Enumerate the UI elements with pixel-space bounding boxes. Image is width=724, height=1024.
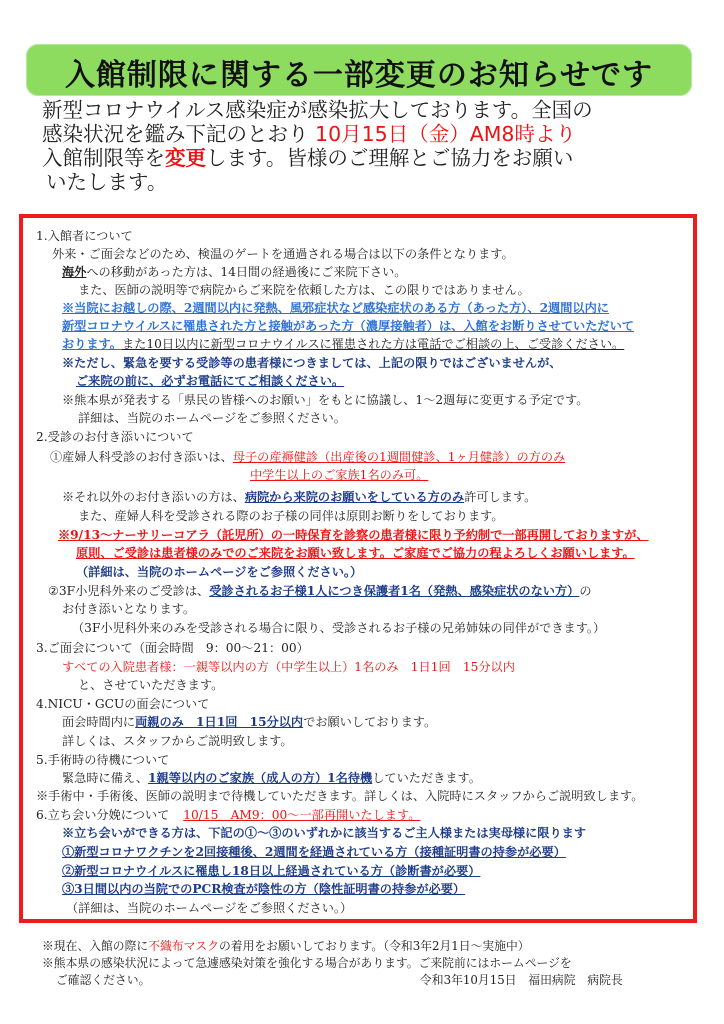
s2-line-3: ※それ以外のお付き添いの方は、病院から来院のお願いをしている方のみ許可します。 — [62, 490, 537, 504]
s1-line-9: ※熊本県が発表する「県民の皆様へのお願い」をもとに協議し、1〜2週毎に変更する予定です。 — [62, 393, 589, 407]
change-word: 変更 — [165, 146, 206, 170]
s1-line-7: ※ただし、緊急を要する受診等の患者様につきましては、上記の限りではございませんが、 — [62, 356, 562, 370]
s5-line-2: ※手術中・手術後、医師の説明まで待機していただきます。詳しくは、入院時にスタッフからご説明致します。 — [36, 789, 644, 803]
footer-signature: 令和3年10月15日 福田病院 病院長 — [420, 973, 623, 987]
s1-line-5: 新型コロナウイルスに罹患された方と接触があった方（濃厚接触者）は、入館をお断りさせていただいて — [62, 319, 634, 333]
section-2-heading: 2.受診のお付き添いについて — [36, 430, 194, 444]
s2-line-10: （3F小児科外来のみを受診される場合に限り、受診されるお子様の兄弟姉妹の同伴ができます。） — [72, 621, 606, 635]
s6-line-1: ※立ち会いができる方は、下記の①〜③のいずれかに該当するご主人様または実母様に限ります — [62, 826, 587, 840]
s3-line-2: と、させていただきます。 — [78, 678, 224, 692]
intro-line-3: 入館制限等を変更します。皆様のご理解とご協力をお願い — [42, 146, 574, 170]
s6-line-4: ③3日間以内の当院でのPCR検査が陰性の方（陰性証明書の持参が必要） — [62, 882, 466, 896]
footer-line-2: ※熊本県の感染状況によって急遽感染対策を強化する場合があります。ご来院前にはホームページを — [42, 956, 572, 970]
s2-line-4: また、産婦人科を受診される際のお子様の同伴は原則お断りをしております。 — [78, 509, 504, 523]
s1-line-4: ※当院にお越しの際、2週間以内に発熱、風邪症状など感染症状のある方（あった方）、2週間以内に — [62, 301, 609, 315]
s2-line-7: （詳細は、当院のホームページをご参照ください。） — [76, 565, 363, 579]
s1-line-8: ご来院の前に、必ずお電話にてご相談ください。 — [76, 374, 345, 388]
intro-line-2: 感染状況を鑑み下記のとおり 10月15日（金）AM8時より — [42, 122, 576, 146]
s6-line-2: ①新型コロナワクチンを2回接種後、2週間を経過されている方（接種証明書の持参が必要） — [62, 845, 566, 859]
effective-date: 10月15日（金）AM8時より — [315, 122, 576, 146]
intro-line-1: 新型コロナウイルス感染症が感染拡大しております。全国の — [42, 98, 593, 122]
s2-line-2: 中学生以上のご家族1名のみ可。 — [250, 468, 429, 482]
section-6-heading: 6.立ち会い分娩について 10/15 AM9：00〜一部再開いたします。 — [36, 808, 421, 822]
s1-line-3: また、医師の説明等で病院からご来院を依頼した方は、この限りではありません。 — [78, 283, 530, 297]
s2-line-1: ①産婦人科受診のお付き添いは、母子の産褥健診（出産後の1週間健診、1ヶ月健診）の方のみ — [50, 450, 566, 464]
footer-line-3: ご確認ください。 — [56, 973, 151, 987]
s1-line-1: 外来・ご面会などのため、検温のゲートを通過される場合は以下の条件となります。 — [52, 247, 514, 261]
intro-paragraph — [42, 98, 702, 194]
s6-date: 10/15 AM9：00〜一部再開いたします。 — [183, 808, 421, 822]
footer-line-1: ※現在、入館の際に不織布マスクの着用をお願いしております。（令和3年2月1日〜実施中） — [42, 939, 530, 953]
title-banner — [26, 44, 692, 96]
page-title: 入館制限に関する一部変更のお知らせです — [64, 58, 654, 93]
s1-line-2: 海外への移動があった方は、14日間の経過後にご来院下さい。 — [62, 265, 407, 279]
s6-line-3: ②新型コロナウイルスに罹患し18日以上経過されている方（診断書が必要） — [62, 864, 481, 878]
mask-note: 不織布マスク — [148, 939, 219, 953]
s6-line-5: （詳細は、当院のホームページをご参照ください。） — [66, 901, 353, 915]
s3-line-1: すべての入院患者様：一親等以内の方（中学生以上）1名のみ 1日1回 15分以内 — [62, 660, 515, 674]
s2-line-8: ②3F小児科外来のご受診は、受診されるお子様1人につき保護者1名（発熱、感染症状のない方）の — [48, 584, 592, 598]
s1-line-6: おります。また10日以内に新型コロナウイルスに罹患された方は電話でご相談の上、ご受診ください。 — [62, 337, 625, 351]
s2-line-6: 原則、ご受診は患者様のみでのご来院をお願い致します。ご家庭でご協力の程よろしくお願いします。 — [76, 546, 635, 560]
section-4-heading: 4.NICU・GCUの面会について — [36, 697, 210, 711]
s2-line-9: お付き添いとなります。 — [62, 602, 196, 616]
section-5-heading: 5.手術時の待機について — [36, 753, 170, 767]
section-1-heading: 1.入館者について — [36, 229, 133, 243]
s4-line-2: 詳しくは、スタッフからご説明致します。 — [62, 734, 293, 748]
section-3-heading: 3.ご面会について（面会時間 9：00〜21：00） — [36, 641, 309, 655]
s1-line-10: 詳細は、当院のホームページをご参照ください。 — [78, 411, 346, 425]
s2-line-5: ※9/13〜ナーサリーコアラ（託児所）の一時保育を診察の患者様に限り予約制で一部再開しておりますが、 — [58, 528, 649, 542]
intro-line-4: いたします。 — [46, 170, 168, 194]
s5-line-1: 緊急時に備え、1親等以内のご家族（成人の方）1名待機していただきます。 — [62, 771, 481, 785]
s4-line-1: 面会時間内に両親のみ 1日1回 15分以内でお願いしております。 — [62, 715, 437, 729]
